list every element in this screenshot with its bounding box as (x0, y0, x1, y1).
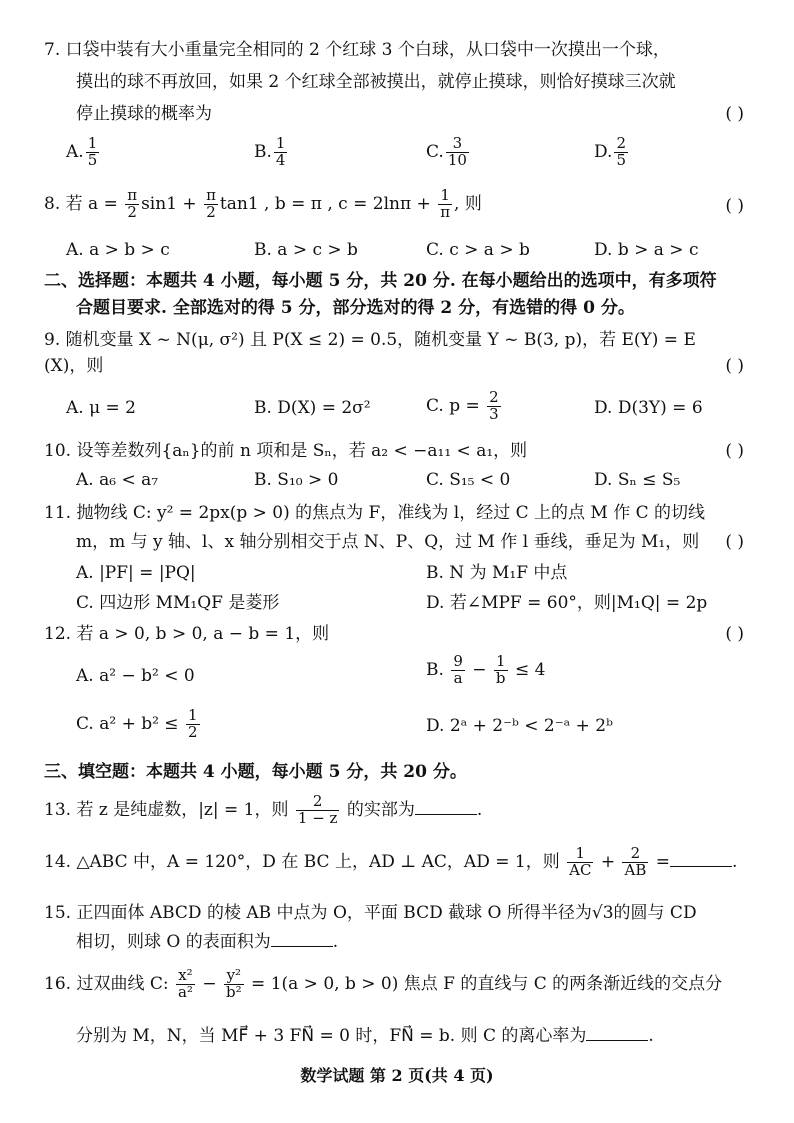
q9-option-b: B. D(X) = 2σ² (254, 398, 371, 418)
q7-line-2: 摸出的球不再放回，如果 2 个红球全部被摸出，就停止摸球，则恰好摸球三次就 (76, 72, 676, 92)
q8-stem: 8. 若 a = $\frac{\pi}{2}$ sin1 + $\frac{\pi}{2}$ tan1 , b = π , c = 2lnπ + $\frac{1}{\pi}$ , 则 (44, 186, 482, 221)
q15-line-1: 15. 正四面体 ABCD 的棱 AB 中点为 O，平面 BCD 截球 O 所得半径为√3的圆与 CD (44, 903, 697, 923)
section-2-heading: 二、选择题：本题共 4 小题，每小题 5 分，共 20 分. 在每小题给出的选项中，有多项符 (44, 271, 717, 291)
q16-line-2: 分别为 M，N，当 MF⃗ + 3 FN⃗ = 0 时，FN⃗ = b. 则 C 的离心率为 . (76, 1026, 654, 1046)
q11-option-b: B. N 为 M₁F 中点 (426, 563, 568, 583)
q12-stem: 12. 若 a > 0, b > 0, a − b = 1，则 (44, 624, 330, 644)
q12-option-a: A. a² − b² < 0 (76, 666, 195, 686)
section-2-instructions: 合题目要求. 全部选对的得 5 分，部分选对的得 2 分，有选错的得 0 分。 (76, 298, 635, 318)
q12-answer-bracket: ( ) (725, 624, 744, 644)
q9-answer-bracket: ( ) (725, 356, 744, 376)
q14-stem: 14. △ABC 中，A = 120°，D 在 BC 上，AD ⊥ AC，AD = 1，则 $\frac{1}{AC}$ + $\frac{2}{AB}$ = . (44, 844, 738, 879)
q9-line-1: 9. 随机变量 X ~ N(μ, σ²) 且 P(X ≤ 2) = 0.5，随机变量 Y ~ B(3, p)，若 E(Y) = E (44, 330, 696, 350)
q10-option-c: C. S₁₅ < 0 (426, 470, 511, 490)
q12-option-c: C. a² + b² ≤ $\frac{1}{2}$ (76, 706, 198, 741)
q9-option-d: D. D(3Y) = 6 (594, 398, 703, 418)
q7-answer-bracket: ( ) (725, 104, 744, 124)
q8-option-d: D. b > a > c (594, 240, 699, 260)
q11-answer-bracket: ( ) (725, 532, 744, 552)
q14-answer-blank (670, 852, 732, 867)
page-footer: 数学试题 第 2 页(共 4 页) (300, 1066, 494, 1085)
q10-stem: 10. 设等差数列{aₙ}的前 n 项和是 Sₙ，若 a₂ < −a₁₁ < a₁，则 (44, 441, 528, 461)
q7-line-3: 停止摸球的概率为 (76, 104, 212, 124)
q9-line-2: (X)，则 (44, 356, 104, 376)
q10-option-b: B. S₁₀ > 0 (254, 470, 339, 490)
q7-line-1: 7. 口袋中装有大小重量完全相同的 2 个红球 3 个白球，从口袋中一次摸出一个球， (44, 40, 670, 60)
q11-option-a: A. |PF| = |PQ| (76, 563, 196, 583)
q15-line-2: 相切，则球 O 的表面积为 . (76, 932, 339, 952)
q9-option-c: C. p = $\frac{2}{3}$ (426, 388, 499, 423)
q13-answer-blank (415, 800, 477, 815)
q11-line-1: 11. 抛物线 C: y² = 2px(p > 0) 的焦点为 F，准线为 l，经过 C 上的点 M 作 C 的切线 (44, 503, 706, 523)
q15-answer-blank (271, 932, 333, 947)
q7-option-c: C. $\frac{3}{10}$ (426, 134, 467, 169)
q8-answer-bracket: ( ) (725, 196, 744, 216)
q16-answer-blank (586, 1026, 648, 1041)
q7-option-a: A. $\frac{1}{5}$ (66, 134, 98, 169)
q10-option-d: D. Sₙ ≤ S₅ (594, 470, 681, 490)
q12-option-d: D. 2ᵃ + 2⁻ᵇ < 2⁻ᵃ + 2ᵇ (426, 716, 613, 736)
q11-option-c: C. 四边形 MM₁QF 是菱形 (76, 593, 280, 613)
q8-option-c: C. c > a > b (426, 240, 530, 260)
q8-option-a: A. a > b > c (66, 240, 170, 260)
q8-option-b: B. a > c > b (254, 240, 358, 260)
q13-stem: 13. 若 z 是纯虚数，|z| = 1，则 $\frac{2}{1 - z}$ 的实部为 . (44, 792, 483, 827)
q10-answer-bracket: ( ) (725, 441, 744, 461)
q12-option-b: B. $\frac{9}{a}$ − $\frac{1}{b}$ ≤ 4 (426, 652, 546, 687)
q7-option-b: B. $\frac{1}{4}$ (254, 134, 286, 169)
q11-line-2: m，m 与 y 轴、l、x 轴分别相交于点 N、P、Q，过 M 作 l 垂线，垂足为 M₁，则 (76, 532, 700, 552)
q7-option-d: D. $\frac{2}{5}$ (594, 134, 626, 169)
q9-option-a: A. μ = 2 (66, 398, 137, 418)
q11-option-d: D. 若∠MPF = 60°，则|M₁Q| = 2p (426, 593, 708, 613)
q10-option-a: A. a₆ < a₇ (76, 470, 159, 490)
q16-line-1: 16. 过双曲线 C: $\frac{\text{x²}}{\text{a²}}$ − $\frac{\text{y²}}{\text{b²}}$ = 1(a > 0, b > 0) 焦点 F 的直线与 C 的两条渐近线的交点分 (44, 966, 723, 1001)
section-3-heading: 三、填空题：本题共 4 小题，每小题 5 分，共 20 分。 (44, 762, 467, 782)
